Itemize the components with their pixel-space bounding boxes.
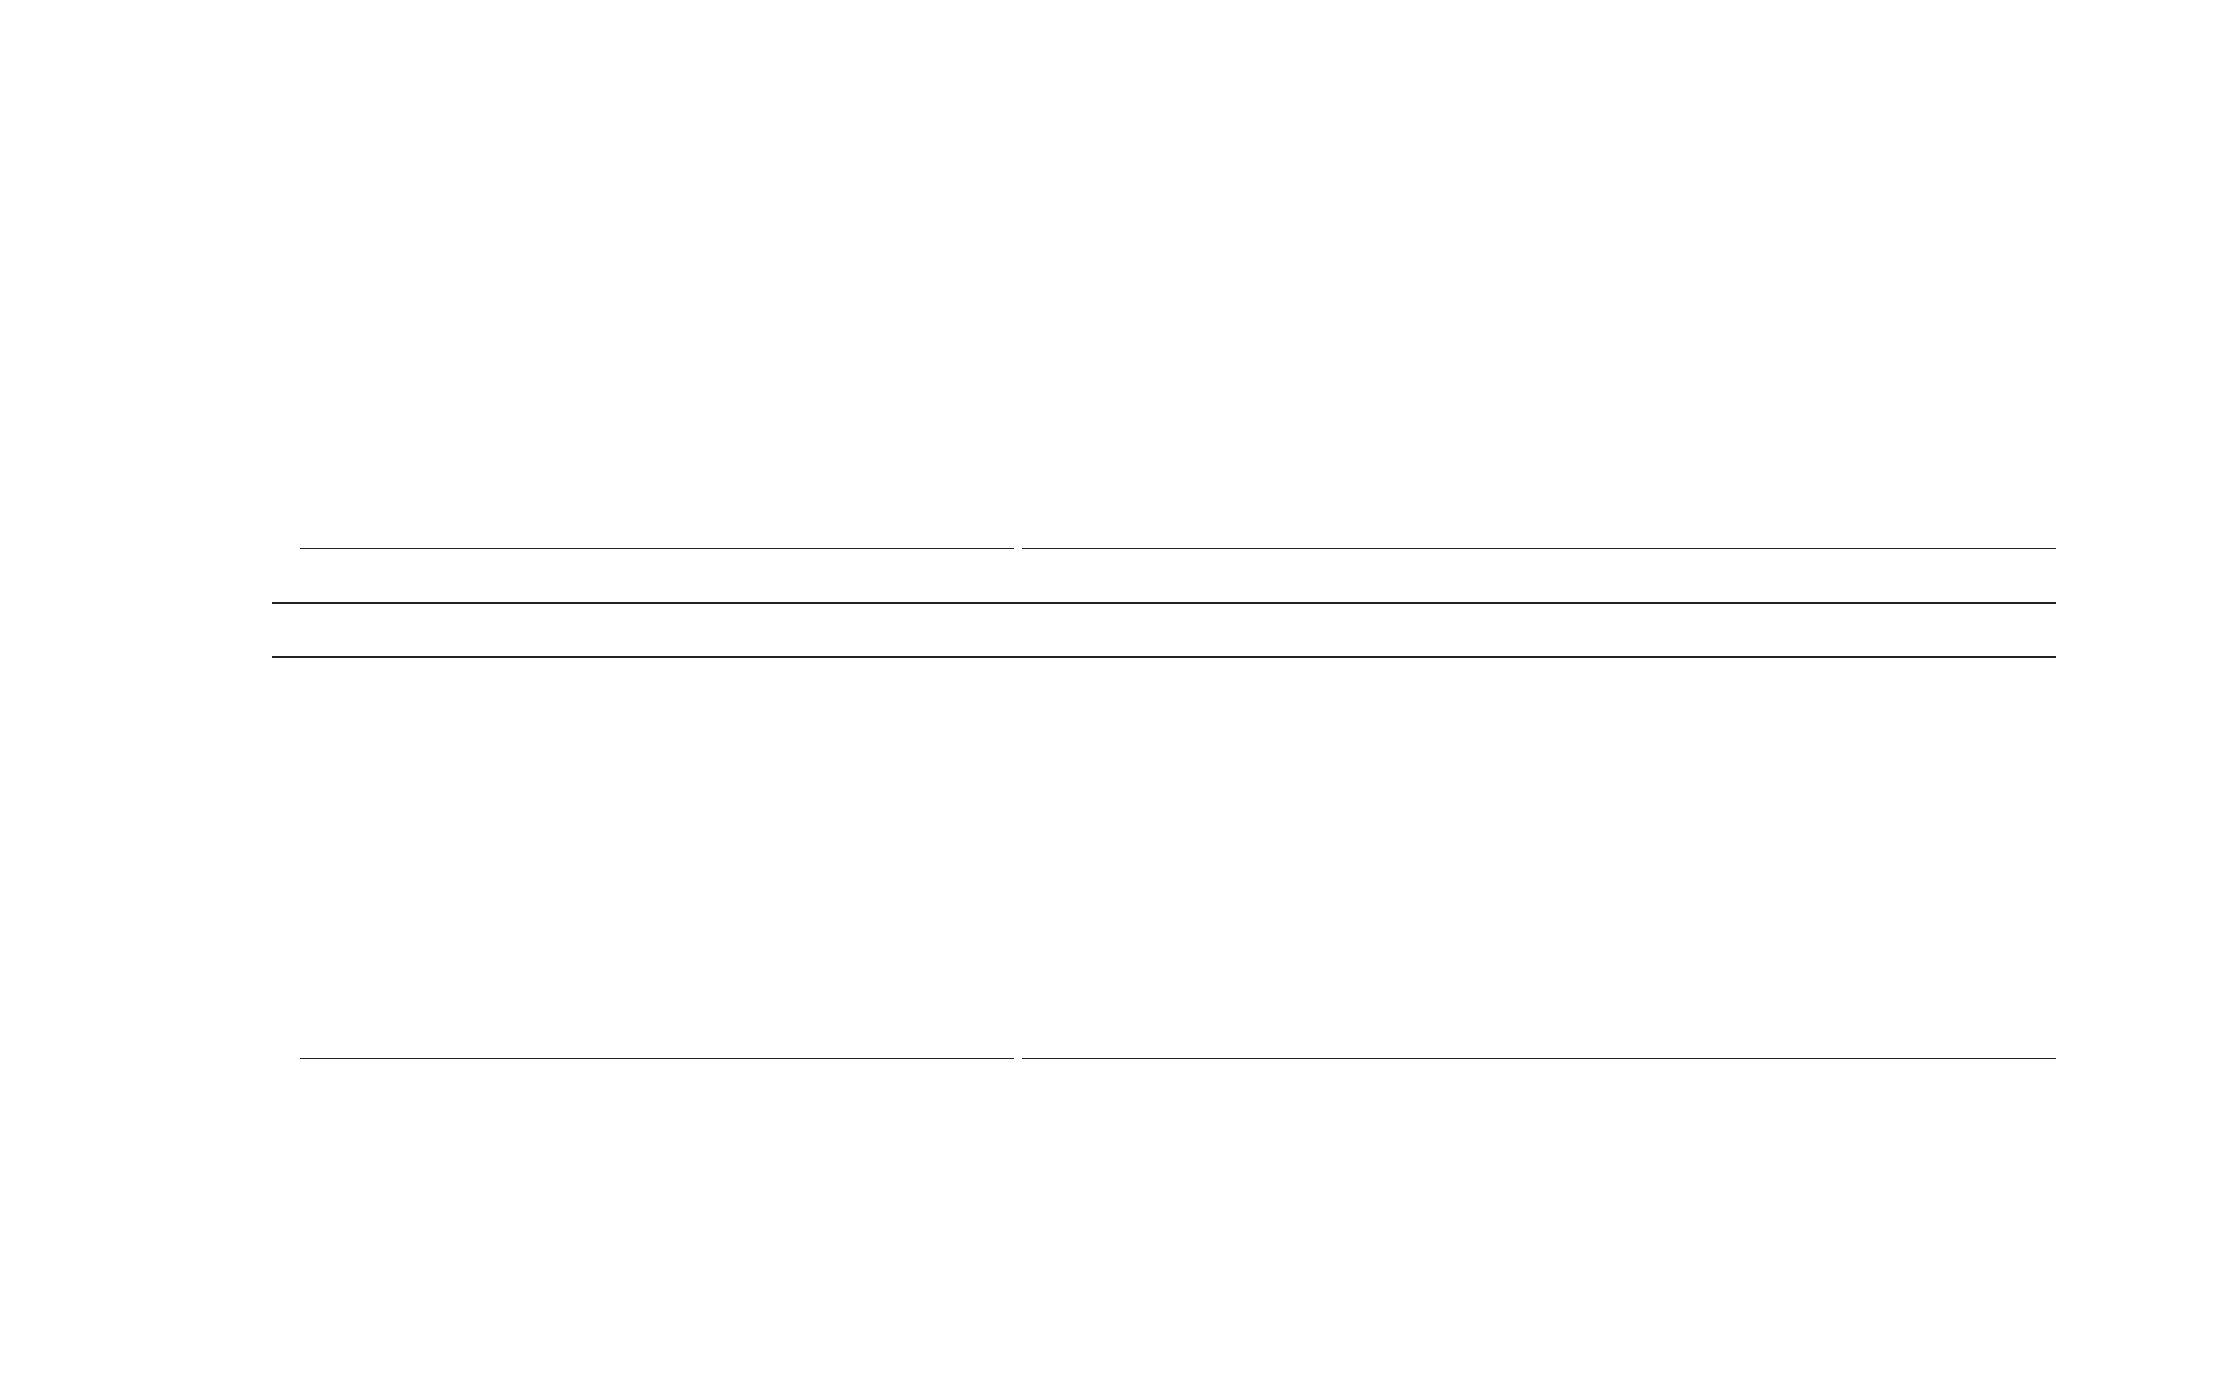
section-rule-upper [272,602,2056,604]
rule-above-arkansas-total-label [300,1058,1014,1059]
rule-above-arkansas-total [1022,1058,2056,1059]
section-rule-lower [272,656,2056,658]
running-head [2070,430,2104,730]
rule-above-top-total-label [300,548,1014,549]
page-number [2090,1120,2130,1180]
rule-above-top-total [1022,548,2056,549]
